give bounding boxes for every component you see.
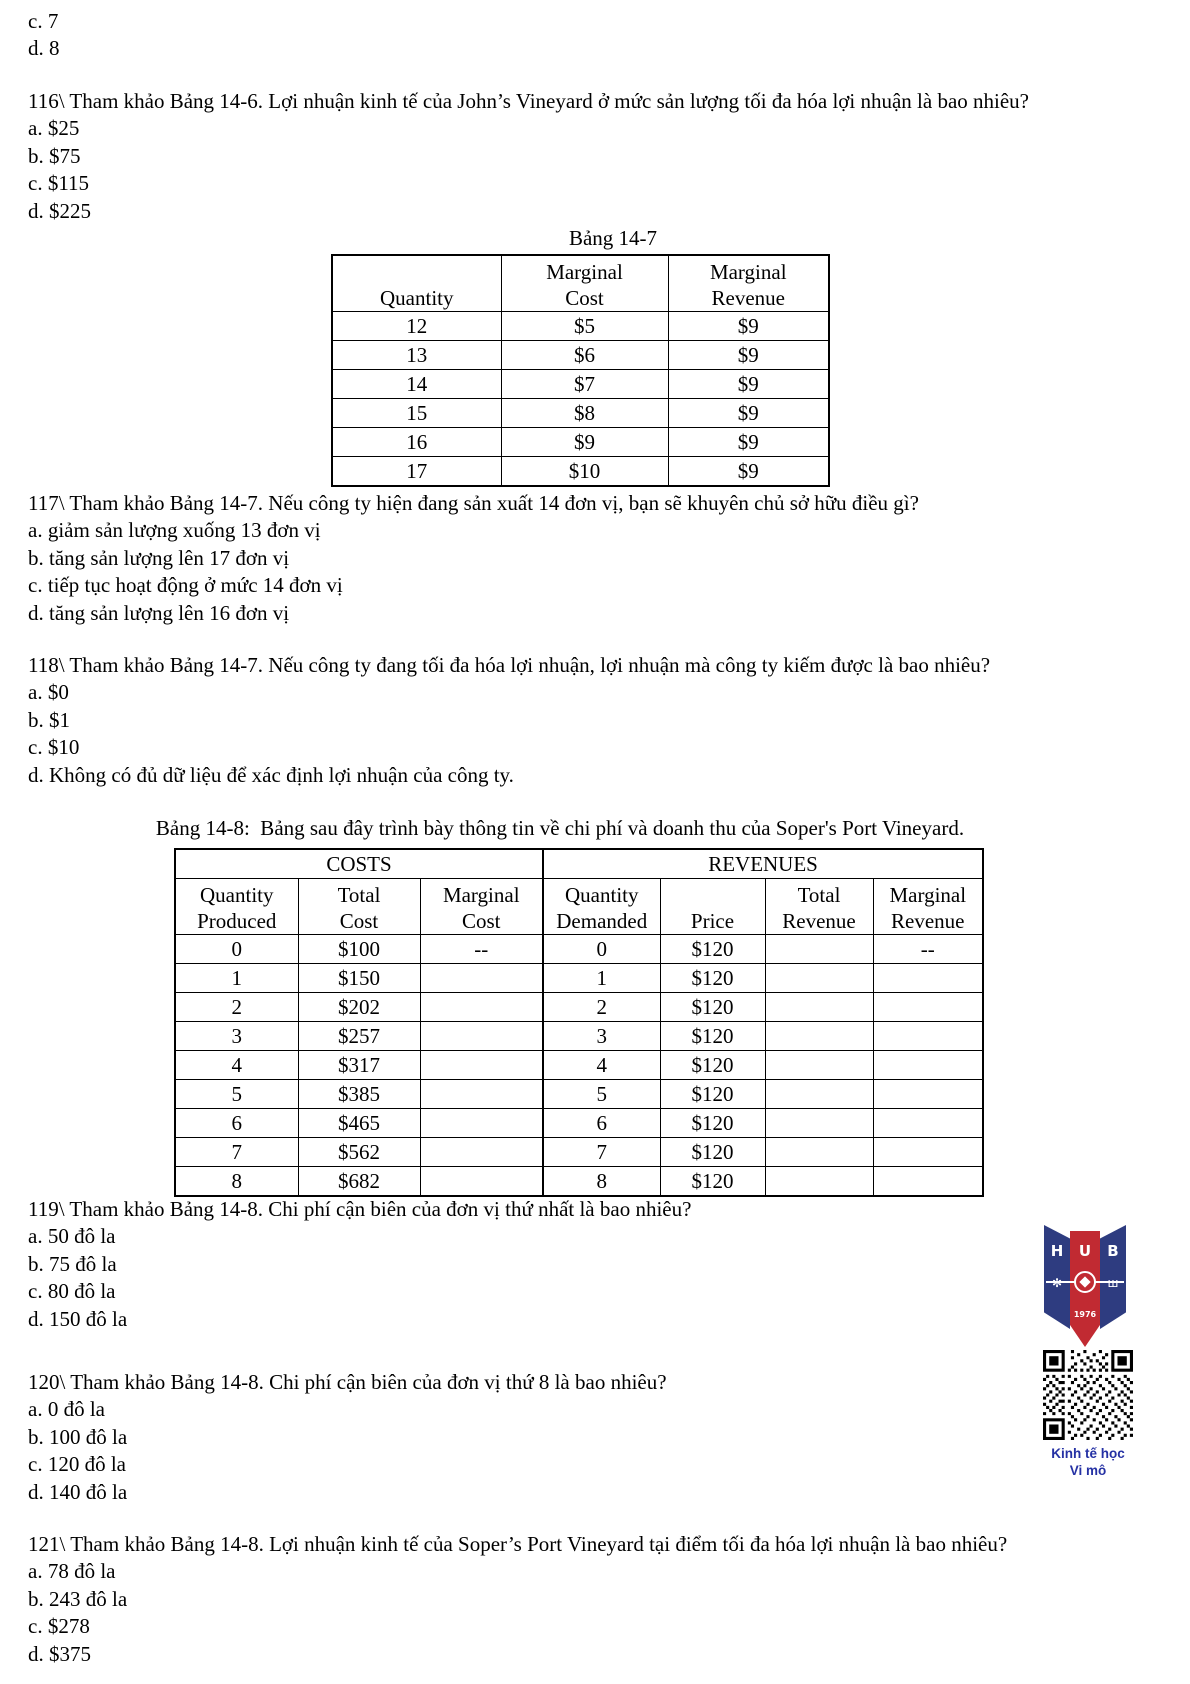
table-row <box>332 312 829 341</box>
question-121 <box>28 1531 1007 1668</box>
logo-dandelion-icon: ✻ <box>1051 1276 1063 1290</box>
qr-code <box>1043 1350 1133 1440</box>
cell: $202 <box>298 993 420 1022</box>
question-119-option-c: c. 80 đô la <box>28 1279 116 1304</box>
cell <box>765 964 873 993</box>
cell: $120 <box>660 1022 765 1051</box>
question-116-option-c: c. $115 <box>28 171 90 196</box>
cell <box>420 1022 543 1051</box>
table-row <box>175 964 983 993</box>
cell-marginal-cost: $9 <box>501 428 668 457</box>
column-header-quantity: Quantity <box>332 255 501 312</box>
group-header-costs: COSTS <box>175 849 543 879</box>
course-caption <box>1028 1446 1148 1479</box>
table-row <box>175 1080 983 1109</box>
cell: $385 <box>298 1080 420 1109</box>
cell-quantity: 16 <box>332 428 501 457</box>
course-caption-line2: Vi mô <box>1069 1462 1107 1478</box>
table-14-8-group-header-row <box>175 849 983 879</box>
cell-marginal-cost: $6 <box>501 341 668 370</box>
cell: $120 <box>660 1109 765 1138</box>
question-116 <box>28 88 1029 225</box>
cell: $100 <box>298 935 420 964</box>
table-row <box>175 993 983 1022</box>
table-row <box>175 1022 983 1051</box>
question-118-option-a: a. $0 <box>28 680 69 705</box>
question-118 <box>28 652 990 789</box>
table-row <box>175 1138 983 1167</box>
table-14-7-header-row <box>332 255 829 312</box>
question-117-option-c: c. tiếp tục hoạt động ở mức 14 đơn vị <box>28 573 343 598</box>
cell <box>765 1138 873 1167</box>
question-121-option-b: b. 243 đô la <box>28 1586 128 1611</box>
question-116-text: 116\ Tham khảo Bảng 14-6. Lợi nhuận kinh tế của John’s Vineyard ở mức sản lượng tối đa hóa lợi nhuận là bao nhiêu? <box>28 89 1030 113</box>
cell-quantity: 15 <box>332 399 501 428</box>
column-header-quantity-demanded: Quantity Demanded <box>543 879 660 935</box>
cell-marginal-cost: $7 <box>501 370 668 399</box>
cell-quantity: 14 <box>332 370 501 399</box>
cell-marginal-revenue: $9 <box>668 428 829 457</box>
cell: 2 <box>543 993 660 1022</box>
cell-marginal-cost: $8 <box>501 399 668 428</box>
question-120-option-a: a. 0 đô la <box>28 1397 105 1422</box>
cell: 7 <box>543 1138 660 1167</box>
cell <box>873 1138 983 1167</box>
option-line: c. 7 <box>28 9 59 33</box>
cell-quantity: 13 <box>332 341 501 370</box>
cell-marginal-cost: $5 <box>501 312 668 341</box>
question-117-text: 117\ Tham khảo Bảng 14-7. Nếu công ty hiện đang sản xuất 14 đơn vị, bạn sẽ khuyên chủ sở hữu điều gì? <box>28 491 919 515</box>
cell: 4 <box>543 1051 660 1080</box>
group-header-revenues: REVENUES <box>543 849 983 879</box>
table-row <box>332 341 829 370</box>
question-120-text: 120\ Tham khảo Bảng 14-8. Chi phí cận biên của đơn vị thứ 8 là bao nhiêu? <box>28 1370 667 1394</box>
cell: $120 <box>660 1167 765 1197</box>
column-header-marginal-revenue: Marginal Revenue <box>873 879 983 935</box>
logo-letter-u: U <box>1078 1242 1092 1260</box>
cell: 8 <box>175 1167 298 1197</box>
cell <box>873 1080 983 1109</box>
question-117-option-a: a. giảm sản lượng xuống 13 đơn vị <box>28 518 321 543</box>
course-caption-line1: Kinh tế học <box>1051 1446 1125 1461</box>
question-120-option-b: b. 100 đô la <box>28 1424 128 1449</box>
question-116-option-a: a. $25 <box>28 116 80 141</box>
cell <box>420 1109 543 1138</box>
cell <box>420 1080 543 1109</box>
cell: $257 <box>298 1022 420 1051</box>
cell: 1 <box>175 964 298 993</box>
cell: 3 <box>175 1022 298 1051</box>
table-row <box>175 1167 983 1197</box>
question-119-text: 119\ Tham khảo Bảng 14-8. Chi phí cận biên của đơn vị thứ nhất là bao nhiêu? <box>28 1197 692 1221</box>
cell <box>765 1051 873 1080</box>
hub-university-logo <box>1043 1220 1127 1347</box>
table-row <box>175 1051 983 1080</box>
column-header-total-cost: Total Cost <box>298 879 420 935</box>
cell <box>873 1051 983 1080</box>
logo-lotus-icon: ш <box>1107 1276 1119 1290</box>
table-row <box>332 399 829 428</box>
cell: 3 <box>543 1022 660 1051</box>
cell: -- <box>420 935 543 964</box>
cell: 1 <box>543 964 660 993</box>
cell: $120 <box>660 1138 765 1167</box>
question-118-option-c: c. $10 <box>28 735 80 760</box>
cell <box>765 1022 873 1051</box>
table-row <box>332 370 829 399</box>
logo-letter-h: H <box>1050 1242 1064 1260</box>
table-14-7-title: Bảng 14-7 <box>568 226 658 250</box>
question-117-option-b: b. tăng sản lượng lên 17 đơn vị <box>28 545 290 570</box>
cell: 0 <box>175 935 298 964</box>
question-121-text: 121\ Tham khảo Bảng 14-8. Lợi nhuận kinh tế của Soper’s Port Vineyard tại điểm tối đa hóa lợi nhuận là bao nhiêu? <box>28 1532 1008 1556</box>
logo-year: 1976 <box>1073 1310 1097 1319</box>
table-14-8-header-row <box>175 879 983 935</box>
table-14-7 <box>331 254 830 487</box>
cell: 6 <box>175 1109 298 1138</box>
question-118-text: 118\ Tham khảo Bảng 14-7. Nếu công ty đang tối đa hóa lợi nhuận, lợi nhuận mà công ty kiếm được là bao nhiêu? <box>28 653 991 677</box>
cell <box>765 1109 873 1138</box>
column-header-marginal-cost: Marginal Cost <box>420 879 543 935</box>
question-119-option-a: a. 50 đô la <box>28 1224 116 1249</box>
cell <box>765 1167 873 1197</box>
question-119 <box>28 1196 691 1333</box>
cell <box>873 1022 983 1051</box>
cell <box>765 1080 873 1109</box>
question-120 <box>28 1369 667 1506</box>
cell-quantity: 17 <box>332 457 501 487</box>
cell: $120 <box>660 993 765 1022</box>
cell <box>420 1138 543 1167</box>
question-116-option-d: d. $225 <box>28 198 91 223</box>
cell: $465 <box>298 1109 420 1138</box>
cell: 4 <box>175 1051 298 1080</box>
cell: $317 <box>298 1051 420 1080</box>
cell-marginal-revenue: $9 <box>668 399 829 428</box>
cell: $150 <box>298 964 420 993</box>
question-121-option-a: a. 78 đô la <box>28 1559 116 1584</box>
column-header-marginal-revenue: Marginal Revenue <box>668 255 829 312</box>
column-header-total-revenue: Total Revenue <box>765 879 873 935</box>
cell <box>420 1167 543 1197</box>
question-119-option-d: d. 150 đô la <box>28 1306 128 1331</box>
table-row <box>175 1109 983 1138</box>
cell <box>873 993 983 1022</box>
cell <box>873 1109 983 1138</box>
cell: $120 <box>660 964 765 993</box>
table-row <box>332 428 829 457</box>
column-header-quantity-produced: Quantity Produced <box>175 879 298 935</box>
cell-marginal-revenue: $9 <box>668 457 829 487</box>
cell: 5 <box>543 1080 660 1109</box>
cell: 7 <box>175 1138 298 1167</box>
cell: $562 <box>298 1138 420 1167</box>
cell: $682 <box>298 1167 420 1197</box>
cell-marginal-revenue: $9 <box>668 312 829 341</box>
question-117-option-d: d. tăng sản lượng lên 16 đơn vị <box>28 600 290 625</box>
cell: -- <box>873 935 983 964</box>
cell <box>420 1051 543 1080</box>
cell-quantity: 12 <box>332 312 501 341</box>
cell: 6 <box>543 1109 660 1138</box>
column-header-price: Price <box>660 879 765 935</box>
cell <box>765 935 873 964</box>
cell-marginal-revenue: $9 <box>668 341 829 370</box>
option-line: d. 8 <box>28 36 60 61</box>
cell <box>873 964 983 993</box>
cell: $120 <box>660 1080 765 1109</box>
logo-letter-b: B <box>1107 1242 1119 1260</box>
cell: 8 <box>543 1167 660 1197</box>
cell: 5 <box>175 1080 298 1109</box>
cell: $120 <box>660 1051 765 1080</box>
cell: $120 <box>660 935 765 964</box>
cell-marginal-cost: $10 <box>501 457 668 487</box>
question-120-option-c: c. 120 đô la <box>28 1452 126 1477</box>
question-118-option-d: d. Không có đủ dữ liệu để xác định lợi nhuận của công ty. <box>28 762 514 787</box>
table-row <box>175 935 983 964</box>
table-14-8 <box>174 848 984 1197</box>
cell-marginal-revenue: $9 <box>668 370 829 399</box>
question-121-option-c: c. $278 <box>28 1614 90 1639</box>
cell <box>420 964 543 993</box>
cell <box>420 993 543 1022</box>
cell <box>765 993 873 1022</box>
question-117 <box>28 490 919 627</box>
question-116-option-b: b. $75 <box>28 143 81 168</box>
cell <box>873 1167 983 1197</box>
question-119-option-b: b. 75 đô la <box>28 1251 117 1276</box>
cell: 0 <box>543 935 660 964</box>
question-121-option-d: d. $375 <box>28 1641 91 1666</box>
cell: 2 <box>175 993 298 1022</box>
column-header-marginal-cost: Marginal Cost <box>501 255 668 312</box>
previous-question-options <box>28 8 60 63</box>
table-14-8-caption: Bảng 14-8: Bảng sau đây trình bày thông tin về chi phí và doanh thu của Soper's Port Vineyard. <box>155 816 965 840</box>
question-120-option-d: d. 140 đô la <box>28 1479 128 1504</box>
table-row <box>332 457 829 487</box>
question-118-option-b: b. $1 <box>28 707 70 732</box>
